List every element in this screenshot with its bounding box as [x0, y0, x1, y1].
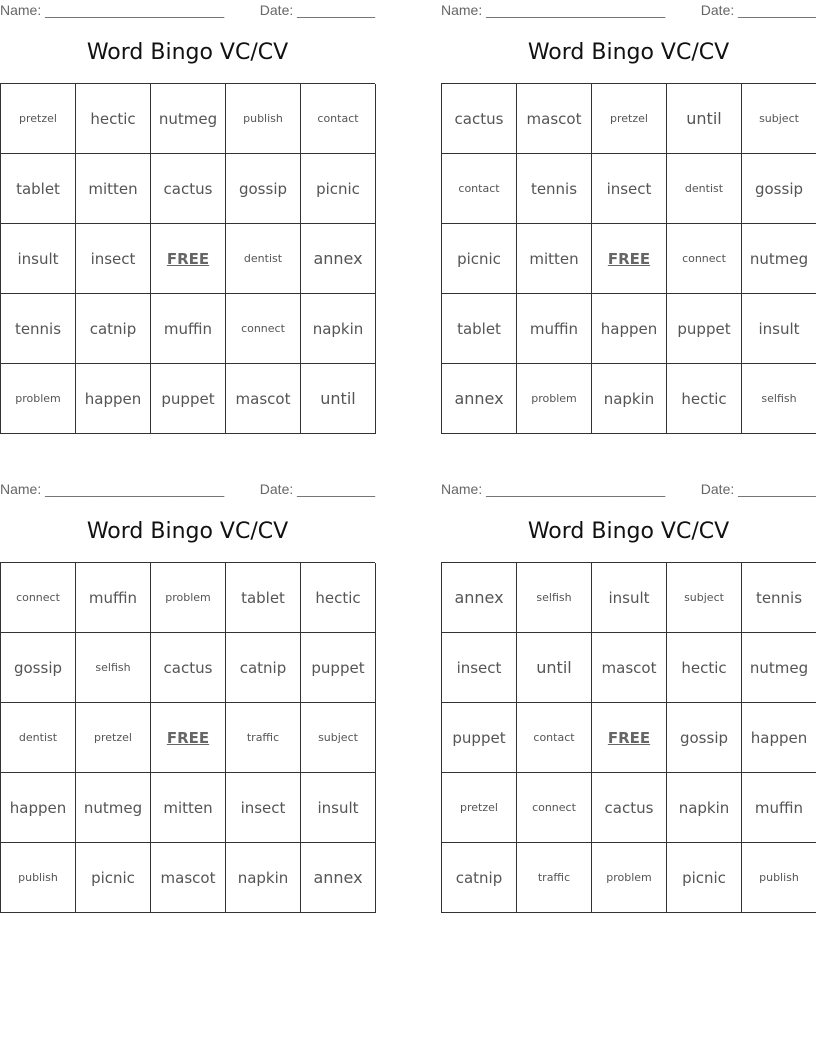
bingo-cell: annex: [442, 364, 517, 434]
free-space: FREE: [592, 703, 667, 773]
bingo-cell: pretzel: [592, 84, 667, 154]
bingo-cell: muffin: [151, 294, 226, 364]
bingo-cell: mitten: [517, 224, 592, 294]
bingo-cell: subject: [667, 563, 742, 633]
bingo-cell: pretzel: [442, 773, 517, 843]
bingo-cell: insect: [592, 154, 667, 224]
bingo-cell: mitten: [151, 773, 226, 843]
bingo-cell: contact: [442, 154, 517, 224]
name-field: Name: _______________________: [0, 2, 225, 18]
bingo-cell: subject: [742, 84, 816, 154]
bingo-cell: catnip: [226, 633, 301, 703]
bingo-cell: happen: [76, 364, 151, 434]
bingo-cell: insult: [742, 294, 816, 364]
bingo-cell: connect: [517, 773, 592, 843]
bingo-cell: muffin: [76, 563, 151, 633]
date-field: Date: __________: [700, 481, 816, 497]
bingo-grid: [441, 562, 816, 913]
bingo-cell: insult: [301, 773, 376, 843]
bingo-cell: mascot: [592, 633, 667, 703]
bingo-cell: mascot: [151, 843, 226, 913]
bingo-cell: dentist: [226, 224, 301, 294]
name-field: Name: _______________________: [441, 481, 666, 497]
bingo-cell: cactus: [442, 84, 517, 154]
bingo-cell: hectic: [667, 364, 742, 434]
bingo-cell: gossip: [1, 633, 76, 703]
bingo-cell: selfish: [517, 563, 592, 633]
bingo-cell: cactus: [151, 633, 226, 703]
bingo-card-3: [0, 479, 375, 919]
bingo-grid: [0, 83, 375, 434]
bingo-cell: subject: [301, 703, 376, 773]
bingo-cell: mitten: [76, 154, 151, 224]
bingo-cell: insect: [226, 773, 301, 843]
bingo-cell: napkin: [667, 773, 742, 843]
bingo-cell: cactus: [592, 773, 667, 843]
bingo-cell: publish: [1, 843, 76, 913]
bingo-cell: puppet: [301, 633, 376, 703]
bingo-cell: pretzel: [76, 703, 151, 773]
bingo-cell: picnic: [442, 224, 517, 294]
bingo-cell: until: [667, 84, 742, 154]
bingo-cell: nutmeg: [742, 633, 816, 703]
bingo-cell: until: [301, 364, 376, 434]
bingo-cell: hectic: [76, 84, 151, 154]
bingo-cell: puppet: [667, 294, 742, 364]
bingo-cell: problem: [517, 364, 592, 434]
bingo-cell: connect: [667, 224, 742, 294]
free-space: FREE: [151, 224, 226, 294]
bingo-cell: pretzel: [1, 84, 76, 154]
bingo-cell: nutmeg: [151, 84, 226, 154]
bingo-cell: traffic: [517, 843, 592, 913]
bingo-cell: until: [517, 633, 592, 703]
bingo-cell: dentist: [1, 703, 76, 773]
bingo-cell: tablet: [226, 563, 301, 633]
bingo-cell: selfish: [742, 364, 816, 434]
bingo-cell: insect: [76, 224, 151, 294]
bingo-cell: problem: [1, 364, 76, 434]
bingo-cell: problem: [592, 843, 667, 913]
bingo-cell: muffin: [517, 294, 592, 364]
bingo-cell: tennis: [742, 563, 816, 633]
bingo-cell: annex: [301, 843, 376, 913]
bingo-cell: contact: [517, 703, 592, 773]
card-title: Word Bingo VC/CV: [527, 40, 730, 65]
bingo-cell: cactus: [151, 154, 226, 224]
bingo-cell: napkin: [301, 294, 376, 364]
card-title: Word Bingo VC/CV: [527, 519, 730, 544]
bingo-cell: tablet: [1, 154, 76, 224]
free-space: FREE: [592, 224, 667, 294]
bingo-cell: mascot: [226, 364, 301, 434]
bingo-cell: nutmeg: [76, 773, 151, 843]
bingo-cell: traffic: [226, 703, 301, 773]
bingo-grid: [0, 562, 375, 913]
bingo-cell: insect: [442, 633, 517, 703]
bingo-cell: gossip: [667, 703, 742, 773]
bingo-cell: tennis: [1, 294, 76, 364]
bingo-cell: gossip: [226, 154, 301, 224]
bingo-card-1: [0, 0, 375, 440]
date-field: Date: __________: [259, 481, 375, 497]
bingo-cell: napkin: [592, 364, 667, 434]
bingo-cell: tennis: [517, 154, 592, 224]
bingo-card-4: [441, 479, 816, 919]
bingo-cell: catnip: [442, 843, 517, 913]
bingo-cell: insult: [592, 563, 667, 633]
free-space: FREE: [151, 703, 226, 773]
bingo-cell: insult: [1, 224, 76, 294]
date-field: Date: __________: [259, 2, 375, 18]
bingo-cell: hectic: [301, 563, 376, 633]
bingo-cell: happen: [1, 773, 76, 843]
bingo-cell: picnic: [667, 843, 742, 913]
bingo-cell: nutmeg: [742, 224, 816, 294]
bingo-cell: hectic: [667, 633, 742, 703]
card-title: Word Bingo VC/CV: [86, 40, 289, 65]
bingo-cell: annex: [301, 224, 376, 294]
bingo-cell: contact: [301, 84, 376, 154]
bingo-cell: muffin: [742, 773, 816, 843]
card-title: Word Bingo VC/CV: [86, 519, 289, 544]
bingo-cell: selfish: [76, 633, 151, 703]
bingo-cell: publish: [226, 84, 301, 154]
bingo-cell: napkin: [226, 843, 301, 913]
bingo-cell: catnip: [76, 294, 151, 364]
bingo-cell: puppet: [442, 703, 517, 773]
date-field: Date: __________: [700, 2, 816, 18]
bingo-cell: publish: [742, 843, 816, 913]
bingo-cell: picnic: [76, 843, 151, 913]
bingo-cell: gossip: [742, 154, 816, 224]
name-field: Name: _______________________: [441, 2, 666, 18]
bingo-cell: happen: [742, 703, 816, 773]
bingo-cell: connect: [226, 294, 301, 364]
bingo-cell: tablet: [442, 294, 517, 364]
bingo-cell: problem: [151, 563, 226, 633]
bingo-card-2: [441, 0, 816, 440]
name-field: Name: _______________________: [0, 481, 225, 497]
bingo-cell: annex: [442, 563, 517, 633]
bingo-cell: mascot: [517, 84, 592, 154]
bingo-cell: dentist: [667, 154, 742, 224]
bingo-cell: happen: [592, 294, 667, 364]
bingo-cell: connect: [1, 563, 76, 633]
bingo-cell: puppet: [151, 364, 226, 434]
bingo-grid: [441, 83, 816, 434]
bingo-cell: picnic: [301, 154, 376, 224]
